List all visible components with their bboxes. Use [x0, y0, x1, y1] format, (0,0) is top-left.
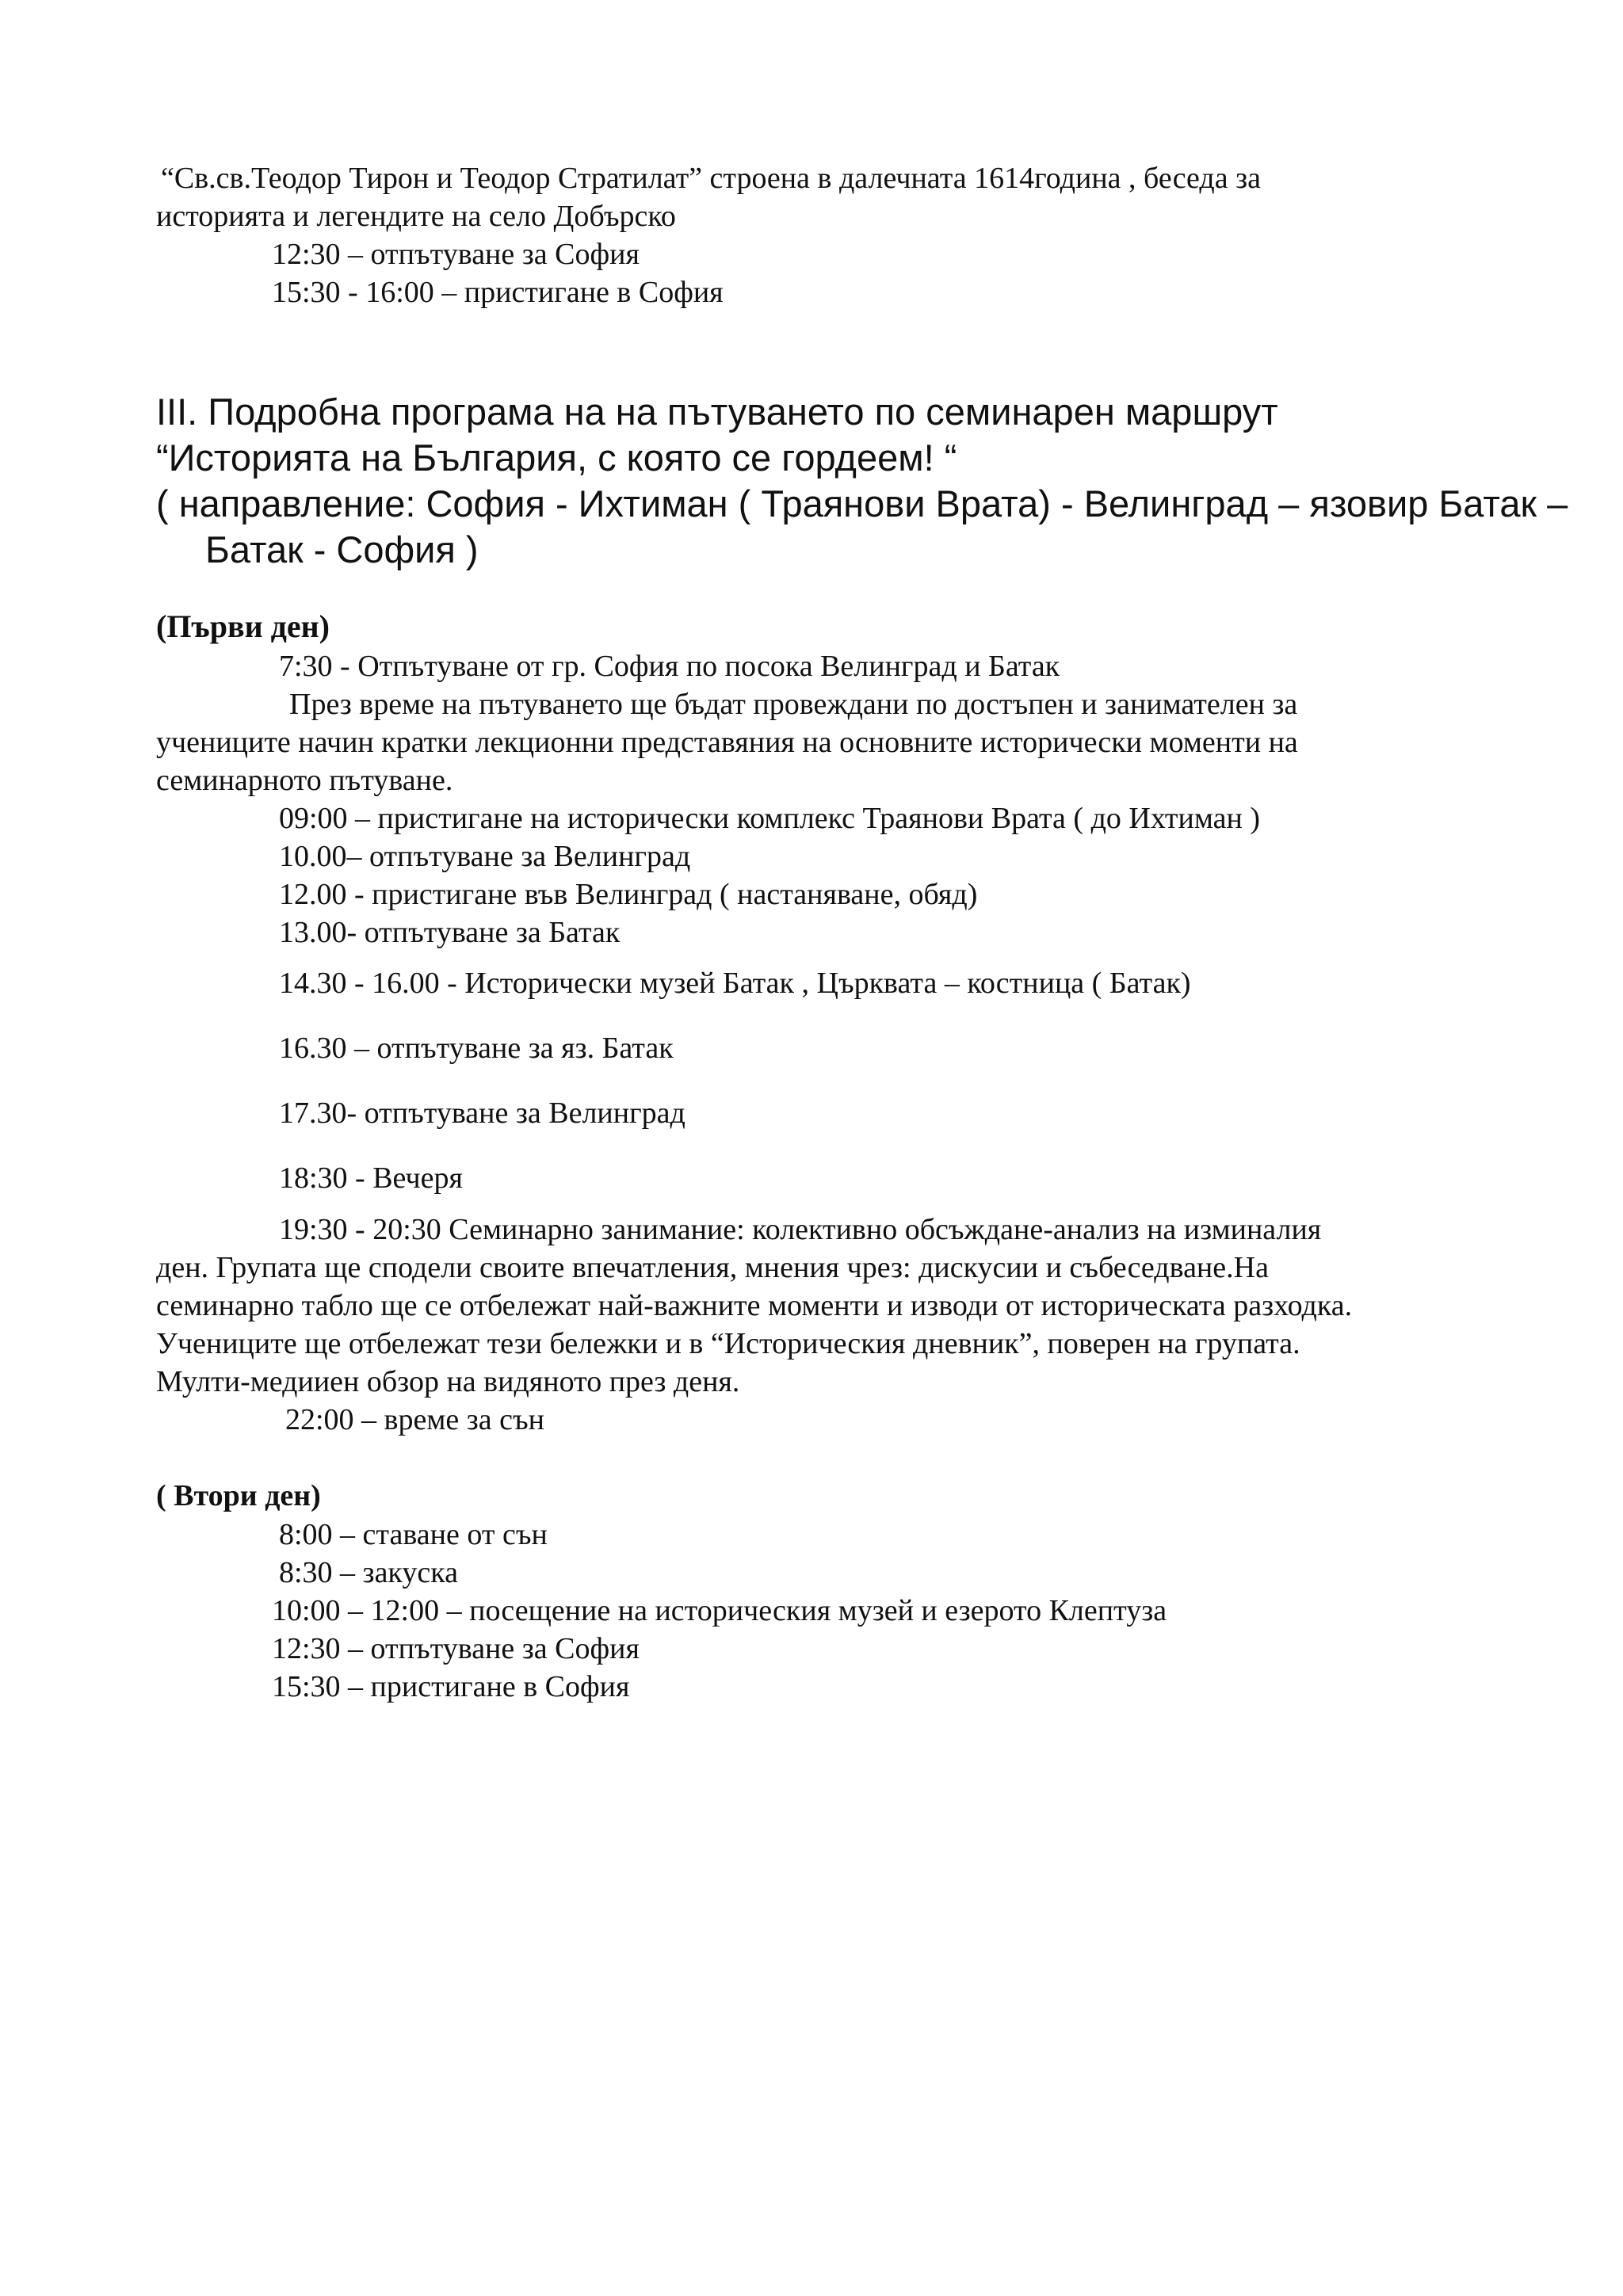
- day2-schedule-item: 10:00 – 12:00 – посещение на историческия музей и езерото Клептуза: [272, 1594, 1167, 1627]
- day1-paragraph-line: учениците начин кратки лекционни представяния на основните исторически моменти на: [156, 726, 1298, 759]
- intro-schedule-item: 15:30 - 16:00 – пристигане в София: [272, 276, 724, 309]
- intro-line-1: “Св.св.Теодор Тирон и Теодор Стратилат” строена в далечната 1614година , беседа за: [161, 162, 1261, 195]
- day1-schedule-item: 10.00– отпътуване за Велинград: [279, 840, 691, 873]
- day1-schedule-item: 12.00 - пристигане във Велинград ( настаняване, обяд): [279, 878, 978, 911]
- section-heading-line-2: “Историята на България, с която се гордеем! “: [156, 437, 957, 479]
- day1-seminar-line: Мулти-медииен обзор на видяното през деня.: [156, 1365, 740, 1398]
- day2-schedule-item: 8:30 – закуска: [279, 1556, 458, 1589]
- day2-schedule-item: 15:30 – пристигане в София: [272, 1670, 630, 1703]
- day1-paragraph-line: През време на пътуването ще бъдат провеждани по достъпен и занимателен за: [289, 688, 1298, 721]
- day2-title: ( Втори ден): [156, 1479, 321, 1512]
- section-heading-line-3: ( направление: София - Ихтиман ( Траянови Врата) - Велинград – язовир Батак –: [156, 482, 1568, 524]
- day1-schedule-item: 13.00- отпътуване за Батак: [279, 916, 621, 949]
- day1-schedule-item: 16.30 – отпътуване за яз. Батак: [279, 1032, 674, 1065]
- day1-sleep: 22:00 – време за сън: [285, 1403, 545, 1436]
- day1-schedule-item: 09:00 – пристигане на исторически комплекс Траянови Врата ( до Ихтиман ): [279, 802, 1260, 835]
- intro-schedule-item: 12:30 – отпътуване за София: [272, 238, 640, 271]
- day1-schedule-item: 18:30 - Вечеря: [279, 1161, 463, 1195]
- day1-seminar-line: ден. Групата ще сподели своите впечатления, мнения чрез: дискусии и събеседване.На: [156, 1251, 1269, 1284]
- day2-schedule-item: 12:30 – отпътуване за София: [272, 1632, 640, 1665]
- day1-seminar-line: семинарно табло ще се отбележат най-важните моменти и изводи от историческата разходка.: [156, 1289, 1353, 1322]
- day2-schedule-item: 8:00 – ставане от сън: [279, 1518, 548, 1551]
- day1-schedule-item: 17.30- отпътуване за Велинград: [279, 1097, 685, 1130]
- day1-seminar-line: Учениците ще отбележат тези бележки и в “Историческия дневник”, поверен на групата.: [156, 1327, 1300, 1360]
- day1-departure: 7:30 - Отпътуване от гр. София по посока Велинград и Батак: [279, 650, 1060, 683]
- intro-line-2: историята и легендите на село Добърско: [156, 200, 676, 233]
- day1-schedule-item: 14.30 - 16.00 - Исторически музей Батак , Църквата – костница ( Батак): [279, 967, 1191, 1000]
- day1-paragraph-line: семинарното пътуване.: [156, 764, 453, 797]
- section-heading-line-4: Батак - София ): [205, 528, 479, 570]
- section-heading-line-1: III. Подробна програма на на пътуването по семинарен маршрут: [156, 391, 1278, 433]
- day1-title: (Първи ден): [156, 608, 330, 644]
- day1-seminar-line: 19:30 - 20:30 Семинарно занимание: колективно обсъждане-анализ на изминалия: [279, 1213, 1322, 1246]
